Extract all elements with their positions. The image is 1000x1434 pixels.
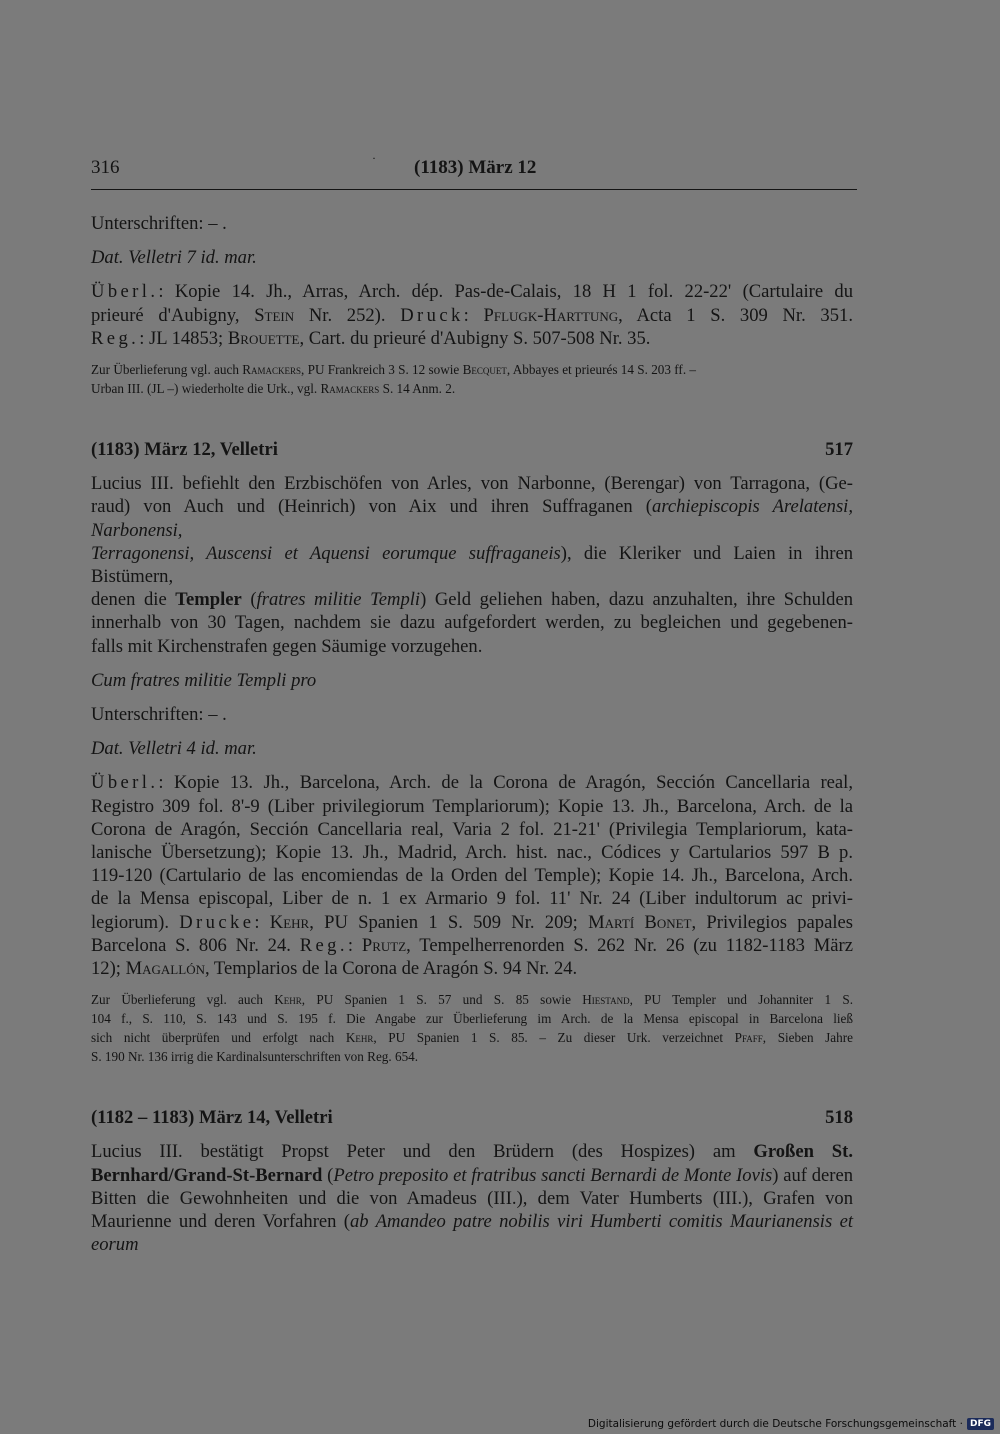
text: ) auf deren <box>772 1164 854 1186</box>
text: , PU Frankreich 3 S. 12 sowie <box>301 362 463 378</box>
text: 119-120 (Cartulario de las encomiendas de la Orden del Temple); Kopie 14. Jh., Barcelona, Arch. <box>91 865 853 887</box>
text: , Privilegios papales <box>691 911 853 933</box>
regest-518 <box>91 1140 853 1256</box>
footer-text: Digitalisierung gefördert durch die Deutsche Forschungsgemeinschaft · <box>587 1418 963 1430</box>
dat-prev: Dat. Velletri 7 id. mar. <box>91 247 257 269</box>
text: , Sieben Jahre <box>762 1030 854 1046</box>
text: Maurienne und deren Vorfahren ( <box>91 1211 350 1233</box>
text: raud) von Auch und (Heinrich) von Aix und ihren Suffraganen ( <box>91 496 653 518</box>
keyword: Templer <box>175 589 242 611</box>
author-name: Kehr <box>269 911 310 933</box>
label-ueberl: Überl. <box>91 772 159 794</box>
entry-date-place: (1183) März 12, Velletri <box>91 439 278 461</box>
label-drucke: Drucke <box>179 911 255 933</box>
text: innerhalb von 30 Tagen, nachdem sie dazu aufgefordert werden, zu begleichen und gegebenen- <box>91 612 853 634</box>
header-title: (1183) März 12 <box>414 157 537 178</box>
text: : <box>347 934 362 956</box>
author-name: Martí Bonet <box>588 911 692 933</box>
unterschriften-517: Unterschriften: – . <box>91 704 227 726</box>
text: Corona de Aragón, Sección Cancellaria real, Varia 2 fol. 21-21' (Privilegia Templariorum, kata- <box>91 818 853 840</box>
author-name: Kehr <box>345 1030 374 1046</box>
stray-mark: · <box>372 151 376 165</box>
text: sich nicht überprüfen und erfolgt nach <box>91 1030 346 1046</box>
text: , Tempelherrenorden S. 262 Nr. 26 (zu 1182-1183 März <box>406 934 853 956</box>
label-ueberl: Überl. <box>91 281 159 303</box>
text: ) Geld geliehen haben, dazu anzuhalten, ihre Schulden <box>420 589 853 611</box>
latin-text: Terragonensi, Auscensi et Aquensi eorumque suffraganeis <box>91 542 561 564</box>
text: , PU Spanien 1 S. 509 Nr. 209; <box>309 911 589 933</box>
main-text <box>91 212 853 1257</box>
latin-text: Petro preposito et fratribus sancti Bernardi de Monte Iovis <box>333 1164 773 1186</box>
text: S. 14 Anm. 2. <box>379 381 456 397</box>
keyword: Großen St. <box>753 1141 853 1163</box>
text: , Templarios de la Corona de Aragón S. 94 Nr. 24. <box>204 958 578 980</box>
author-name: Kehr <box>274 992 302 1008</box>
author-name: Stein <box>254 304 295 326</box>
text: Bitten die Gewohnheiten und die von Amadeus (III.), dem Vater Humberts (III.), Grafen von <box>91 1187 853 1209</box>
text: legiorum). <box>91 911 180 933</box>
latin-text: archiepiscopis Arelatensi, Narbonensi, <box>91 496 853 541</box>
text: Registro 309 fol. 8'-9 (Liber privilegiorum Templariorum); Kopie 13. Jh., Barcelona, Arch. de la <box>91 795 853 817</box>
entry-number: 517 <box>825 439 853 461</box>
text: ), die Kleriker und Laien in ihren Bistümern, <box>91 542 853 588</box>
author-name: Pflugk-Harttung <box>483 304 619 326</box>
funding-footer <box>588 1418 994 1430</box>
note-prev <box>91 360 853 398</box>
ueberlieferung-517 <box>91 771 853 980</box>
text: Zur Überlieferung vgl. auch <box>91 992 275 1008</box>
author-name: Ramackers <box>242 362 302 378</box>
text: , PU Spanien 1 S. 57 und S. 85 sowie <box>301 992 583 1008</box>
regest-517 <box>91 472 853 658</box>
text: de la Mensa episcopal, Liber de n. 1 ex Armario 9 fol. 11' Nr. 24 (Liber indultorum ac privi- <box>91 888 853 910</box>
label-reg: Reg. <box>299 934 348 956</box>
text: Nr. 252). <box>294 304 401 326</box>
text: , Cart. du prieuré d'Aubigny S. 507-508 Nr. 35. <box>299 327 651 349</box>
incipit-517: Cum fratres militie Templi pro <box>91 669 317 691</box>
text: 104 f., S. 110, S. 143 und S. 195 f. Die Angabe zur Überlieferung im Arch. de la Mensa episcopal in Barcelona ließ <box>91 1011 853 1027</box>
text: : Kopie 13. Jh., Barcelona, Arch. de la Corona de Aragón, Sección Cancellaria real, <box>158 772 853 794</box>
header-rule <box>91 189 857 190</box>
text: Lucius III. befiehlt den Erzbischöfen von Arles, von Narbonne, (Berengar) von Tarragona, (Ge- <box>91 473 853 495</box>
unterschriften-prev: Unterschriften: – . <box>91 213 227 234</box>
text: ( <box>241 589 257 611</box>
text: , PU Spanien 1 S. 85. – Zu dieser Urk. verzeichnet <box>373 1030 735 1046</box>
author-name: Becquet <box>462 362 507 378</box>
text: 12); <box>91 958 126 980</box>
text: , Acta 1 S. 309 Nr. 351. <box>618 304 853 326</box>
text: : <box>463 304 484 326</box>
label-reg: Reg. <box>91 327 140 349</box>
text: , PU Templer und Johanniter 1 S. <box>629 992 854 1008</box>
latin-text: fratres militie Templi <box>256 589 421 611</box>
entry-heading-518 <box>91 1106 853 1129</box>
label-druck: Druck <box>400 304 464 326</box>
author-name: Brouette <box>227 327 300 349</box>
entry-number: 518 <box>825 1107 853 1129</box>
keyword: Bernhard/Grand-St-Bernard <box>91 1164 323 1186</box>
note-517 <box>91 990 853 1066</box>
page-number: 316 <box>91 157 120 178</box>
text: : JL 14853; <box>139 327 228 349</box>
author-name: Pfaff <box>734 1030 763 1046</box>
text: Zur Überlieferung vgl. auch <box>91 362 243 378</box>
text: lanische Übersetzung); Kopie 13. Jh., Madrid, Arch. hist. nac., Códices y Cartularios 597 B p. <box>91 842 853 864</box>
text: Lucius III. bestätigt Propst Peter und den Brüdern (des Hospizes) am <box>91 1141 754 1163</box>
ueberlieferung-prev <box>91 280 853 350</box>
latin-text: ab Amandeo patre nobilis viri Humberti comitis Maurianensis et eorum <box>91 1211 853 1256</box>
entry-heading-517 <box>91 438 853 461</box>
dat-517: Dat. Velletri 4 id. mar. <box>91 738 257 760</box>
text: denen die <box>91 589 176 611</box>
text: Barcelona S. 806 Nr. 24. <box>91 934 300 956</box>
text: prieuré d'Aubigny, <box>91 304 255 326</box>
author-name: Prutz <box>361 934 407 956</box>
author-name: Ramackers <box>320 381 380 397</box>
text: , Abbayes et prieurés 14 S. 203 ff. – <box>506 362 697 378</box>
text: Urban III. (JL –) wiederholte die Urk., vgl. <box>91 381 321 397</box>
text: ( <box>322 1164 334 1186</box>
running-header <box>91 151 857 187</box>
author-name: Hiestand <box>582 992 630 1008</box>
text: : <box>254 911 270 933</box>
text: : Kopie 14. Jh., Arras, Arch. dép. Pas-de-Calais, 18 H 1 fol. 22-22' (Cartulaire du <box>158 281 853 303</box>
text: S. 190 Nr. 136 irrig die Kardinalsunterschriften von Reg. 654. <box>91 1049 419 1065</box>
dfg-logo: DFG <box>967 1418 994 1430</box>
author-name: Magallón <box>125 958 205 980</box>
entry-date-place: (1182 – 1183) März 14, Velletri <box>91 1107 333 1129</box>
text: falls mit Kirchenstrafen gegen Säumige vorzugehen. <box>91 635 483 657</box>
